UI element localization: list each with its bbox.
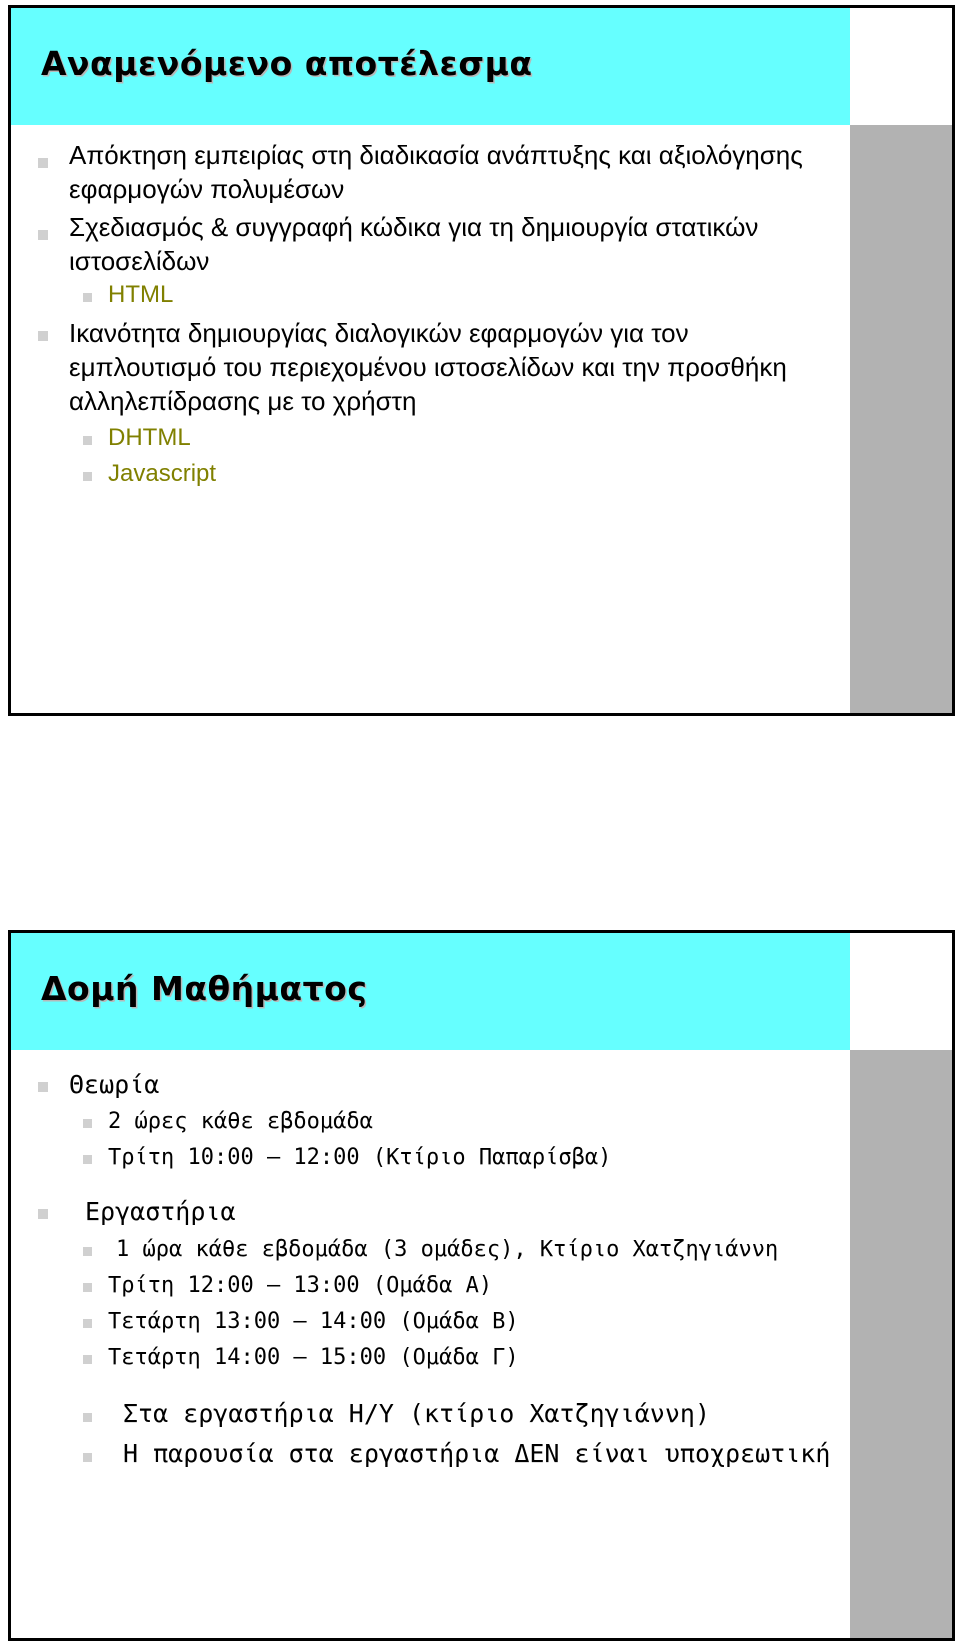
sub-bullet-item: Τετάρτη 13:00 – 14:00 (Ομάδα Β) — [108, 1309, 519, 1334]
bullet-square-icon — [38, 1082, 48, 1092]
bullet-list — [11, 933, 952, 1638]
bullet-square-icon — [83, 1247, 92, 1256]
sub-bullet-item: 1 ώρα κάθε εβδομάδα (3 ομάδες), Κτίριο Χατζηγιάννη — [116, 1237, 779, 1262]
bullet-item: Η παρουσία στα εργαστήρια ΔΕΝ είναι υποχρεωτική — [123, 1439, 831, 1468]
bullet-square-icon — [83, 293, 92, 302]
slide-title: Αναμενόμενο αποτέλεσμα — [41, 44, 533, 83]
bullet-item: Θεωρία — [69, 1070, 160, 1099]
bullet-square-icon — [83, 472, 92, 481]
sub-bullet-item: Javascript — [108, 460, 217, 487]
bullet-item: Εργαστήρια — [85, 1197, 236, 1226]
bullet-square-icon — [83, 1413, 92, 1422]
bullet-square-icon — [83, 1319, 92, 1328]
bullet-square-icon — [83, 436, 92, 445]
sub-bullet-item: HTML — [108, 281, 174, 308]
bullet-square-icon — [38, 1209, 48, 1219]
bullet-list — [11, 8, 952, 713]
slide-expected-outcome — [8, 5, 955, 716]
sub-bullet-item: Τετάρτη 14:00 – 15:00 (Ομάδα Γ) — [108, 1345, 519, 1370]
sub-bullet-item: DHTML — [108, 424, 191, 451]
slide-title: Δομή Μαθήματος — [41, 969, 368, 1008]
bullet-square-icon — [38, 230, 48, 240]
bullet-square-icon — [38, 158, 48, 168]
bullet-item: Σχεδιασμός & συγγραφή κώδικα για τη δημιουργία στατικών ιστοσελίδων — [69, 212, 759, 276]
sub-bullet-item: 2 ώρες κάθε εβδομάδα — [108, 1109, 373, 1134]
bullet-square-icon — [38, 331, 48, 341]
bullet-item: Στα εργαστήρια Η/Υ (κτίριο Χατζηγιάννη) — [123, 1399, 710, 1428]
bullet-item: Ικανότητα δημιουργίας διαλογικών εφαρμογών για τον εμπλουτισμό του περιεχομένου ιστοσελίδων και την προσθήκη αλληλεπίδρασης με το χρήστη — [69, 318, 787, 416]
bullet-item: Απόκτηση εμπειρίας στη διαδικασία ανάπτυξης και αξιολόγησης εφαρμογών πολυμέσων — [69, 140, 803, 204]
slide-course-structure — [8, 930, 955, 1641]
sub-bullet-item: Τρίτη 12:00 – 13:00 (Ομάδα Α) — [108, 1273, 493, 1298]
bullet-square-icon — [83, 1453, 92, 1462]
bullet-square-icon — [83, 1355, 92, 1364]
bullet-square-icon — [83, 1119, 92, 1128]
bullet-square-icon — [83, 1155, 92, 1164]
sub-bullet-item: Τρίτη 10:00 – 12:00 (Κτίριο Παπαρίσβα) — [108, 1145, 612, 1170]
bullet-square-icon — [83, 1283, 92, 1292]
